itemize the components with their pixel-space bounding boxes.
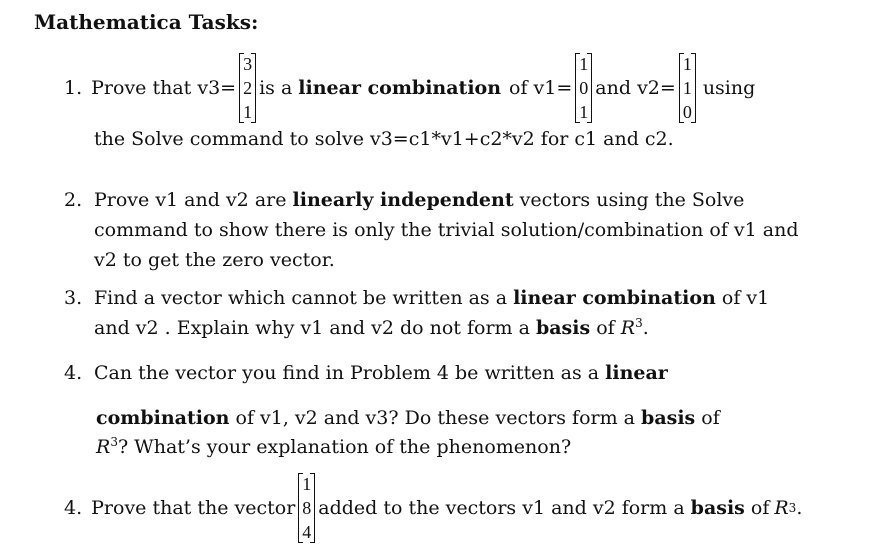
r3-symbol: R: [774, 497, 789, 519]
problem-4-text: of: [701, 407, 720, 429]
problem-3-number: 3.: [64, 287, 83, 309]
vector-v3: [239, 52, 256, 124]
r3-exponent: 3: [635, 316, 643, 330]
r3-exponent: 3: [110, 435, 118, 449]
problem-1-number: 1.: [64, 77, 83, 99]
vector-v3-entry: 1: [243, 102, 253, 122]
r3-symbol: R: [96, 436, 111, 458]
linear-combination-term: linear combination: [298, 77, 502, 99]
r3-symbol: R: [620, 317, 636, 339]
vector-v2-entry: 1: [682, 78, 692, 98]
problem-3-text: Find a vector which cannot be written as a: [94, 287, 508, 309]
vector-v1-entry: 1: [579, 54, 589, 74]
problem-1-bold-term: [298, 76, 501, 100]
vector-184-entry: 8: [302, 498, 312, 518]
basis-term: basis: [690, 497, 745, 519]
problem-5-text: Prove that the vector: [91, 497, 296, 519]
problem-1-text: Prove that v3=: [91, 77, 237, 99]
problem-3-text: of v1: [721, 287, 770, 309]
linearly-independent-term: linearly independent: [292, 189, 514, 211]
page-title: Mathematica Tasks:: [34, 10, 259, 34]
problem-1-text: using: [702, 77, 756, 99]
problem-2-line-1: [94, 188, 744, 212]
problem-1-text: of v1=: [509, 77, 573, 99]
problem-1-text: and v2=: [595, 77, 676, 99]
vector-v2-entry: 1: [682, 54, 692, 74]
vector-v2-entry: 0: [682, 102, 692, 122]
basis-term: basis: [641, 407, 696, 429]
problem-2-line-3: v2 to get the zero vector.: [94, 249, 335, 271]
problem-1-text: is a: [259, 77, 293, 99]
vector-v1: [575, 52, 592, 124]
linear-term: linear: [605, 362, 668, 384]
linear-combination-term: linear combination: [513, 287, 716, 309]
vector-v3-entry: 2: [243, 78, 253, 98]
vector-v1-entry: 1: [579, 102, 589, 122]
problem-5-text: of: [750, 497, 770, 519]
problem-5-number: 4.: [64, 497, 83, 519]
problem-5-text: added to the vectors v1 and v2 form a: [318, 497, 685, 519]
problem-3-text: and v2 . Explain why v1 and v2 do not form a: [94, 317, 530, 339]
problem-4-text: ? What’s your explanation of the phenomenon?: [117, 436, 572, 458]
combination-term: combination: [96, 407, 230, 429]
problem-3-line-1: [94, 286, 769, 310]
problem-4-text: of v1, v2 and v3? Do these vectors form a: [235, 407, 635, 429]
vector-184-entry: 1: [302, 474, 312, 494]
problem-2-text: Prove v1 and v2 are: [94, 189, 287, 211]
problem-1-line-1: [64, 52, 755, 124]
problem-2-text: vectors using the Solve: [519, 189, 745, 211]
vector-v3-entry: 3: [243, 54, 253, 74]
basis-term: basis: [535, 317, 591, 339]
problem-2-number: 2.: [64, 189, 83, 211]
problem-1-line-2: the Solve command to solve v3=c1*v1+c2*v2 for c1 and c2.: [94, 128, 674, 150]
problem-4-line-2: [96, 406, 720, 430]
problem-3-line-2: [94, 316, 649, 340]
problem-4-text: Can the vector you find in Problem 4 be written as a: [94, 362, 600, 384]
problem-3-text: of: [596, 317, 615, 339]
vector-v1-entry: 0: [579, 78, 589, 98]
problem-3-text: .: [642, 317, 649, 339]
problem-2-line-2: command to show there is only the trivial solution/combination of v1 and: [94, 219, 799, 241]
vector-184: [298, 472, 315, 544]
vector-184-entry: 4: [302, 522, 312, 542]
problem-4-line-3: [96, 435, 571, 459]
problem-4-line-1: [94, 361, 668, 385]
vector-v2: [679, 52, 696, 124]
problem-5-line: 4. Prove that the vector 1 8 4 added to the vectors v1 and v2 form a basis of R 3 .: [64, 474, 803, 542]
problem-5-text: .: [796, 497, 803, 519]
problem-4-number: 4.: [64, 362, 83, 384]
